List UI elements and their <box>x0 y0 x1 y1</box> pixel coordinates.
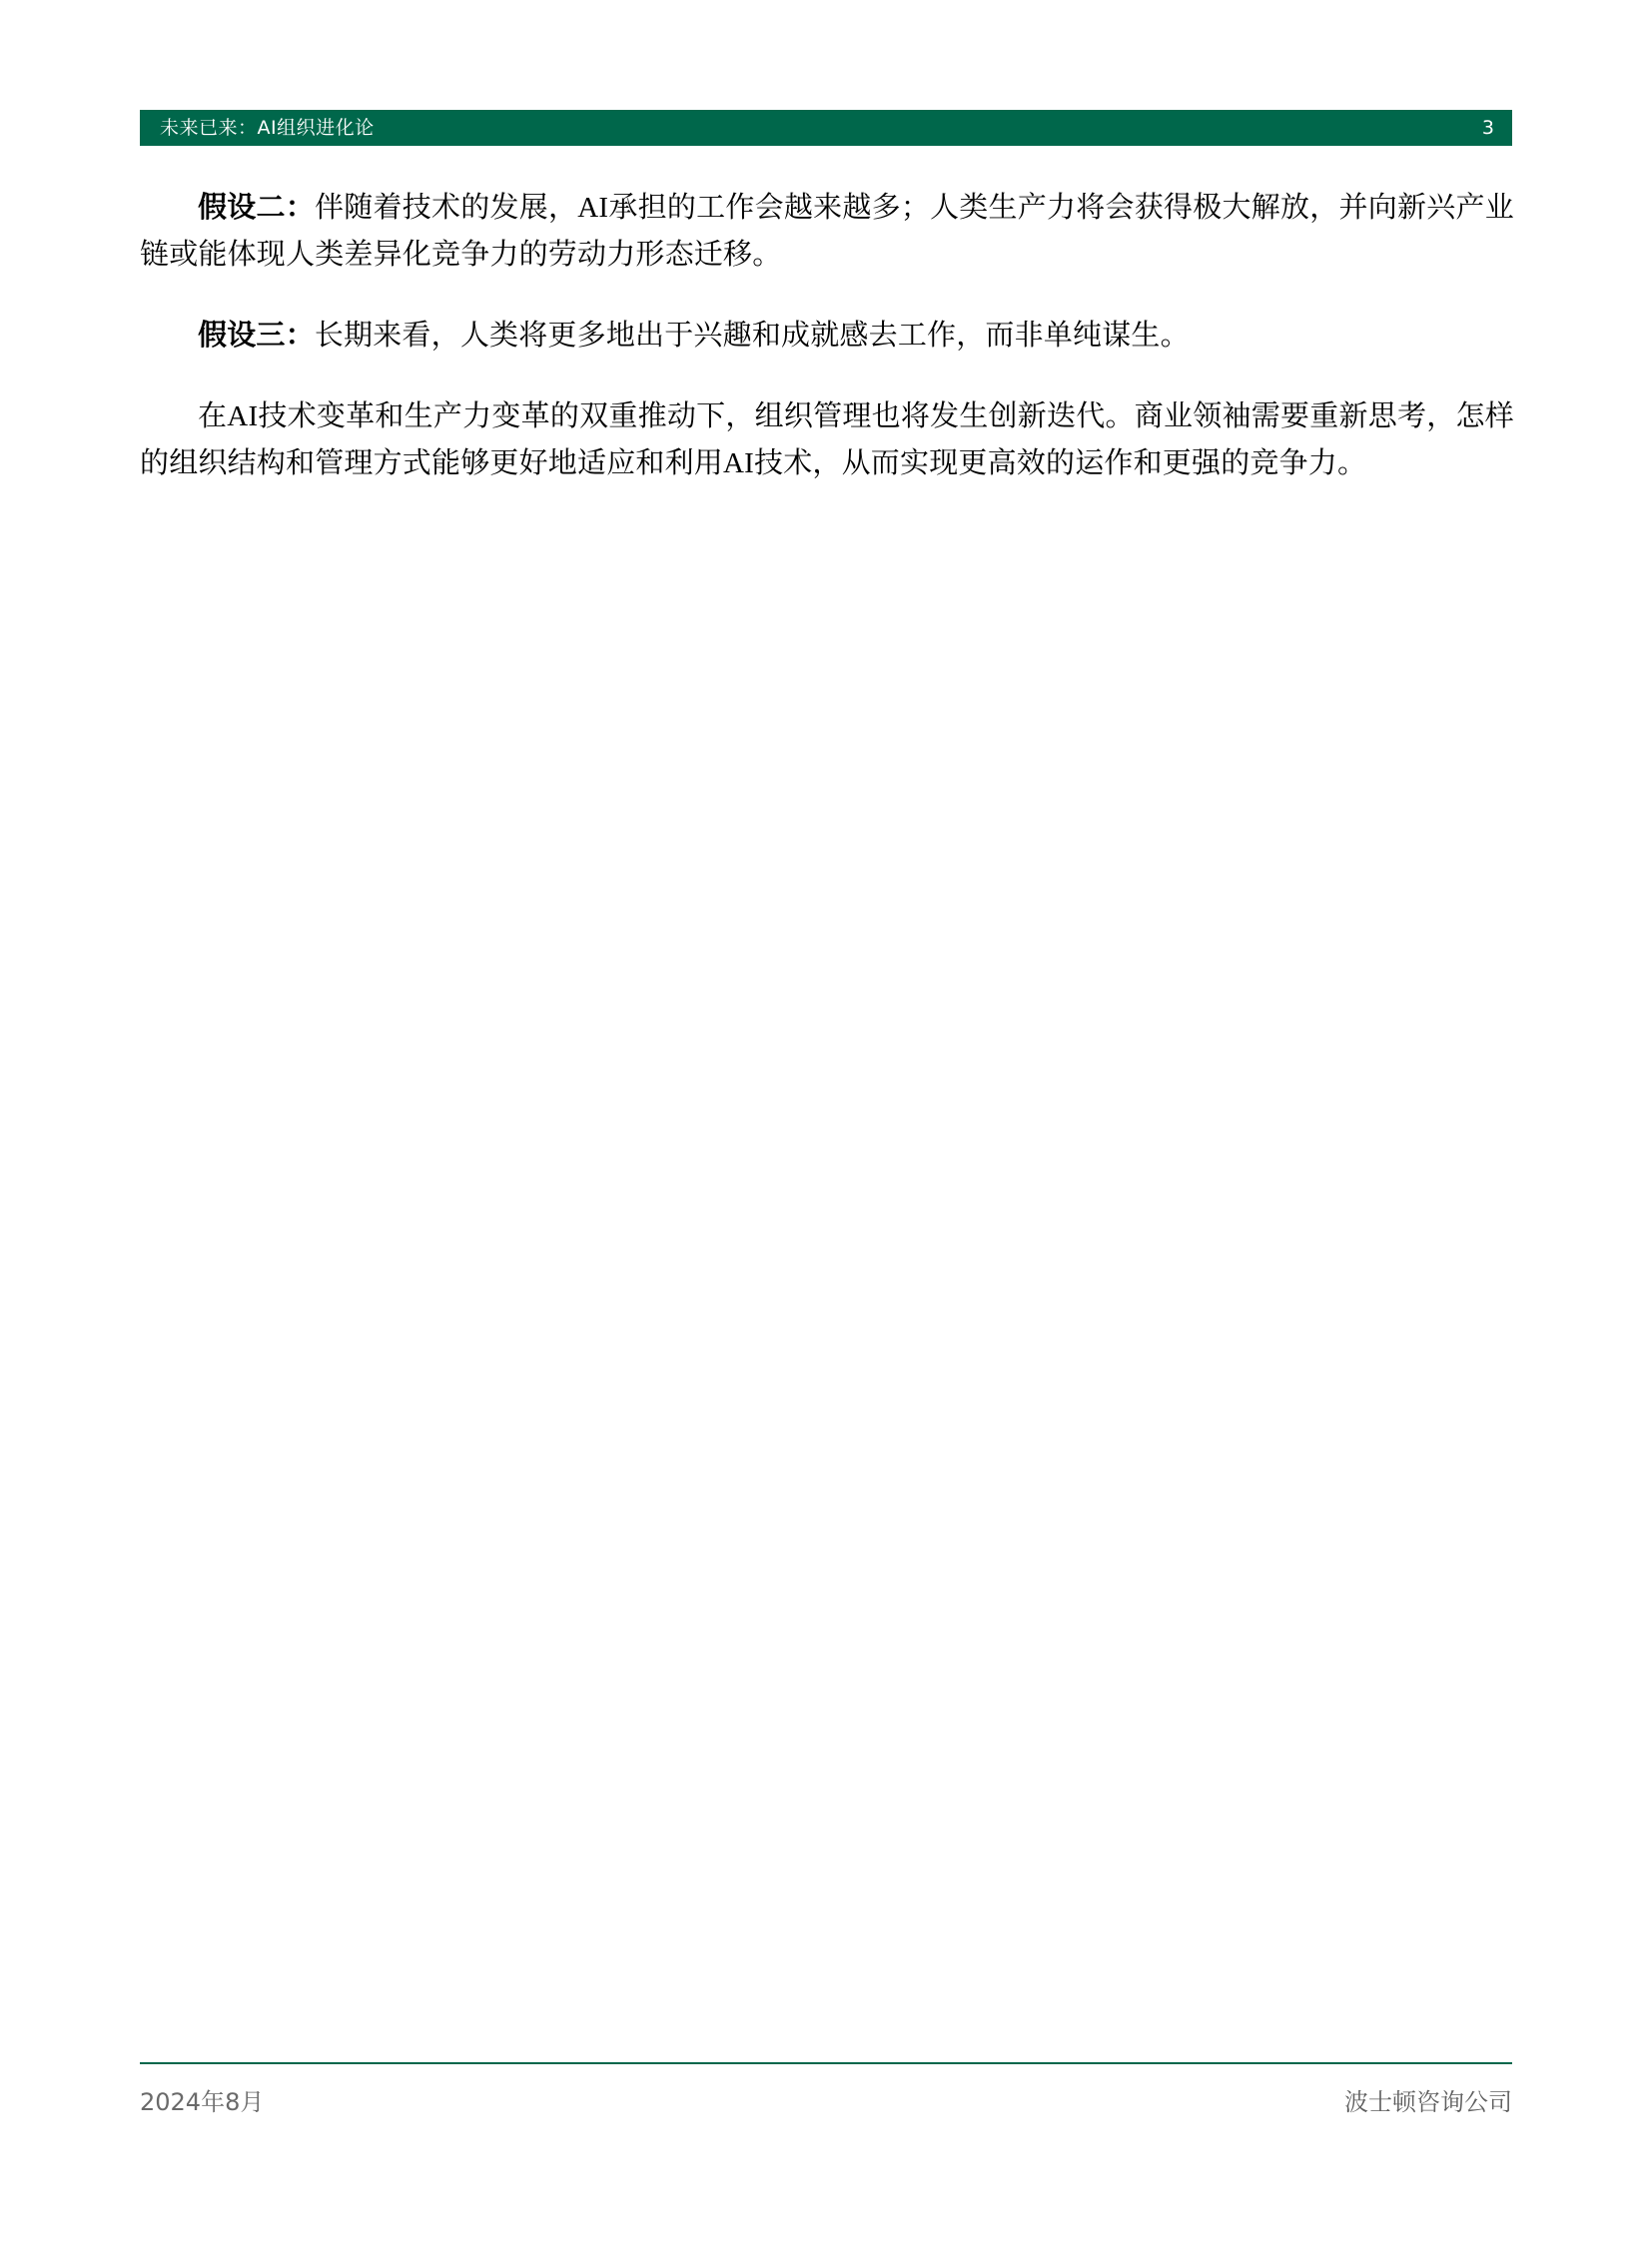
footer-company: 波士顿咨询公司 <box>1344 2088 1512 2116</box>
paragraph-text: 伴随着技术的发展，AI承担的工作会越来越多；人类生产力将会获得极大解放，并向新兴产业链或能体现人类差异化竞争力的劳动力形态迁移。 <box>140 192 1514 271</box>
paragraph-lead-label: 假设三： <box>198 319 315 352</box>
document-title: 未来已来：AI组织进化论 <box>160 116 375 139</box>
page-content <box>140 185 1514 487</box>
paragraph-text: 长期来看，人类将更多地出于兴趣和成就感去工作，而非单纯谋生。 <box>314 319 1190 352</box>
paragraph-assumption-two <box>140 185 1514 279</box>
page-number: 3 <box>1481 116 1494 139</box>
page-header-bar <box>140 110 1512 146</box>
page-footer <box>140 2082 1512 2117</box>
paragraph-assumption-three <box>140 313 1514 360</box>
footer-divider <box>140 2062 1512 2064</box>
paragraph-conclusion <box>140 393 1514 487</box>
paragraph-lead-label: 假设二： <box>198 192 316 224</box>
footer-date: 2024年8月 <box>140 2088 265 2116</box>
paragraph-text: 在AI技术变革和生产力变革的双重推动下，组织管理也将发生创新迭代。商业领袖需要重新思考，怎样的组织结构和管理方式能够更好地适应和利用AI技术，从而实现更高效的运作和更强的竞争力。 <box>140 399 1514 479</box>
